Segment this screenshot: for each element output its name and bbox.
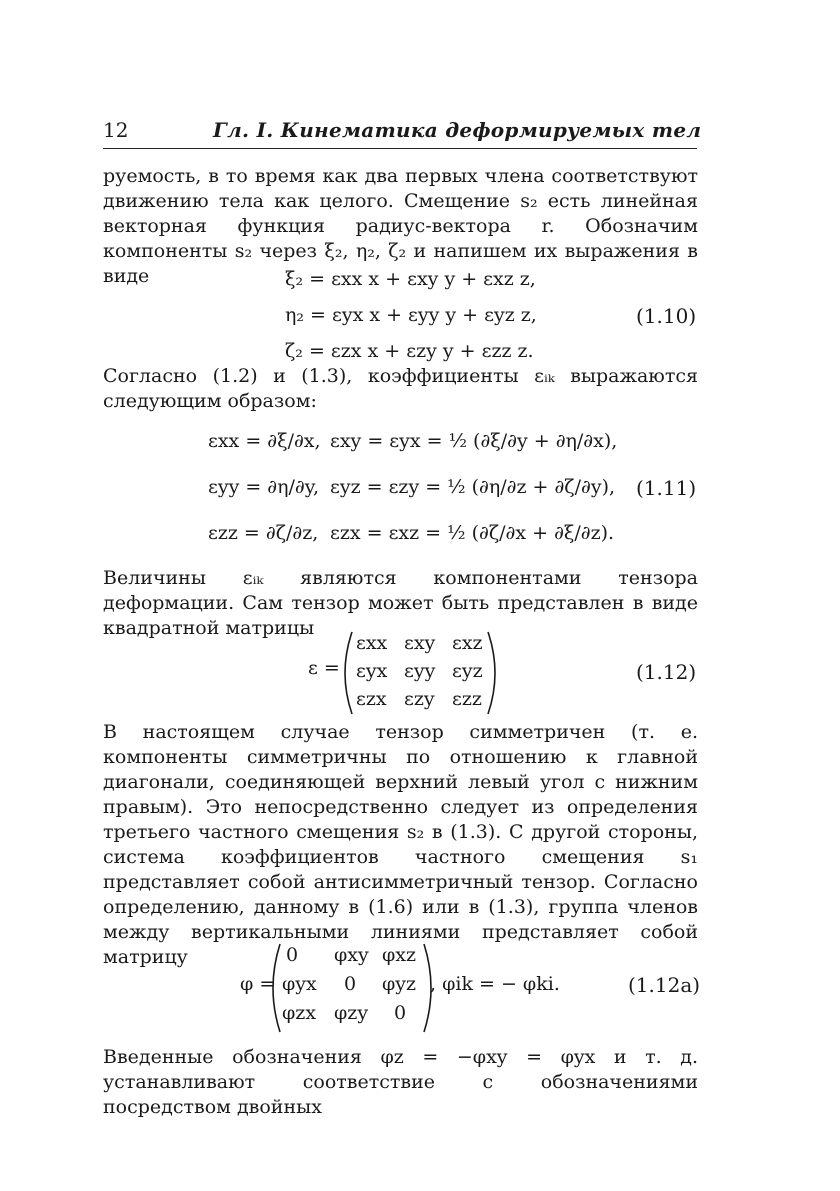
paragraph-5: Введенные обозначения φz = −φxy = φyx и т. д. устанавливают соответствие с обозначениями посредством двойных bbox=[103, 1046, 698, 1118]
eq-number-1-12: (1.12) bbox=[636, 660, 697, 684]
paragraph-3: Величины εᵢₖ являются компонентами тензора деформации. Сам тензор может быть представлен в виде квадратной матрицы bbox=[103, 567, 698, 639]
matrix-cell: εxz bbox=[452, 632, 483, 654]
matrix-cell: εyx bbox=[356, 660, 388, 682]
matrix-cell: φyx bbox=[282, 973, 317, 995]
left-bracket bbox=[345, 632, 352, 714]
matrix-cell: εyy bbox=[404, 660, 436, 682]
left-bracket bbox=[273, 944, 280, 1032]
matrix-cell: φzx bbox=[282, 1002, 317, 1024]
matrix-cell: εxy bbox=[404, 632, 436, 654]
page-header bbox=[103, 118, 703, 150]
matrix-cell: 0 bbox=[394, 1002, 407, 1024]
matrix-cell: 0 bbox=[344, 973, 357, 995]
eq-1-12a-lhs: φ = bbox=[240, 973, 276, 995]
eq-1-11-row-3-rhs: εzx = εxz = ½ (∂ζ/∂x + ∂ξ/∂z). bbox=[330, 522, 615, 544]
matrix-cell: εyz bbox=[452, 660, 483, 682]
eq-1-11-row-3-lhs: εzz = ∂ζ/∂z, bbox=[208, 522, 319, 544]
matrix-cell: εzx bbox=[356, 688, 387, 710]
matrix-cell: εxx bbox=[356, 632, 388, 654]
matrix-cell: φxy bbox=[334, 944, 369, 966]
matrix-cell: φzy bbox=[334, 1002, 369, 1024]
page-number: 12 bbox=[103, 118, 129, 142]
running-title: Гл. I. Кинематика деформируемых тел bbox=[213, 118, 702, 142]
matrix-cell: 0 bbox=[286, 944, 299, 966]
matrix-cell: εzy bbox=[404, 688, 435, 710]
matrix-cell: φxz bbox=[382, 944, 417, 966]
paragraph-1: руемость, в то время как два первых члена соответствуют движению тела как целого. Смещение s₂ есть линейная векторная функция радиус-вектора r. Обозначим компоненты s₂ через ξ₂, η₂, ζ₂ и напишем их выражения в виде bbox=[103, 165, 698, 287]
header-rule bbox=[103, 148, 697, 149]
eq-1-12-lhs: ε = bbox=[308, 657, 340, 679]
paragraph-4: В настоящем случае тензор симметричен (т. е. компоненты симметричны по отношению к главной диагонали, соединяющей верхний левый угол с нижним правым). Это непосредственно следует из определения третьего частного смещения s₂ в (1.3). С другой стороны, система коэффициентов частного смещения s₁ представляет собой антисимметричный тензор. Согласно определению, данному в (1.6) или в (1.3), группа членов между вертикальными линиями представляет собой матрицу bbox=[103, 721, 698, 968]
eq-1-10-line-3: ζ₂ = εzx x + εzy y + εzz z. bbox=[285, 340, 534, 362]
eq-1-11-row-1-rhs: εxy = εyx = ½ (∂ξ/∂y + ∂η/∂x), bbox=[330, 430, 618, 452]
eq-number-1-11: (1.11) bbox=[636, 476, 697, 500]
eq-1-11-row-1-lhs: εxx = ∂ξ/∂x, bbox=[208, 430, 321, 452]
matrix-cell: εzz bbox=[452, 688, 482, 710]
eq-1-12a-relation: , φik = − φki. bbox=[430, 973, 560, 995]
eq-number-1-12a: (1.12a) bbox=[628, 973, 701, 997]
eq-1-10-line-2: η₂ = εyx x + εyy y + εyz z, bbox=[285, 304, 537, 326]
right-bracket bbox=[488, 632, 495, 714]
eq-1-11-row-2-lhs: εyy = ∂η/∂y, bbox=[208, 476, 319, 498]
matrix-cell: φyz bbox=[382, 973, 417, 995]
eq-1-11-row-2-rhs: εyz = εzy = ½ (∂η/∂z + ∂ζ/∂y), bbox=[330, 476, 616, 498]
eq-number-1-10: (1.10) bbox=[636, 304, 697, 328]
paragraph-2: Согласно (1.2) и (1.3), коэффициенты εᵢₖ выражаются следующим образом: bbox=[103, 365, 698, 412]
eq-1-10-line-1: ξ₂ = εxx x + εxy y + εxz z, bbox=[285, 268, 536, 290]
